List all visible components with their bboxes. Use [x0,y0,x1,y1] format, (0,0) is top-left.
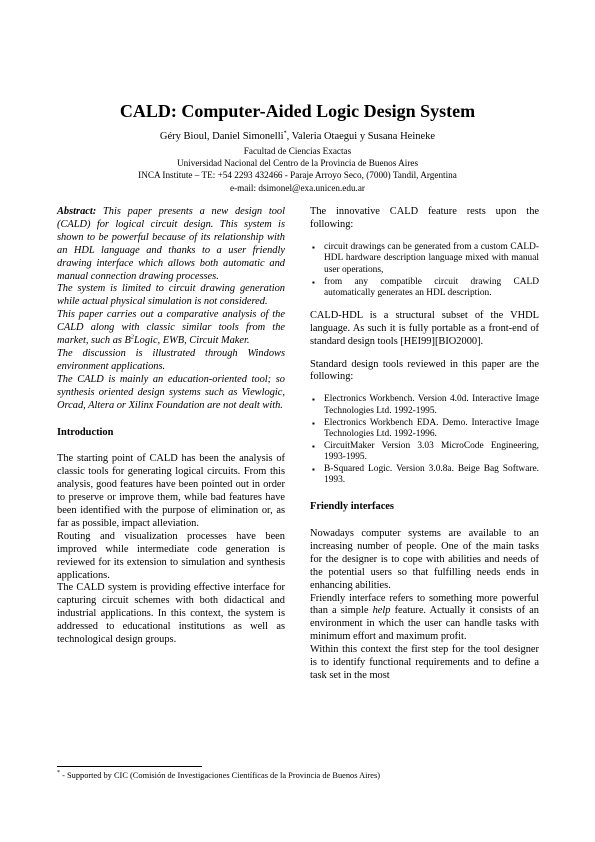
friendly-p2-em: help [372,605,391,617]
author-names-1: Géry Bioul, Daniel Simonelli [159,131,284,142]
friendly-p3: Within this context the first step for the tool designer is to identify functional requirements and to define a task set in the most [310,644,539,681]
friendly-p2-a: Friendly interface refers to something more powerful than a simple [310,592,539,617]
friendly-p1: Nowadays computer systems are available to an increasing number of people. One of the main tasks for the designer is to cope with abilities and needs of the potential users so that fulfilling needs ends in enhancing abilities. [310,527,539,591]
tool-text: Electronics Workbench EDA. Demo. Interactive Image Technologies Ltd. 1992-1996. [324,417,539,440]
friendly-interfaces-heading: Friendly interfaces [310,501,394,513]
abstract-p3-sup: 2 [130,334,134,341]
right-column [310,206,539,683]
affiliation-faculty: Facultad de Ciencias Exactas [243,146,352,156]
bullet-icon: ▪ [312,395,315,405]
list-item [310,464,539,487]
hdl-paragraph: CALD-HDL is a structural subset of the VHDL language. As such it is fully portable as a front-end of standard design tools [HEI99][BIO2000]. [310,309,539,347]
left-column [57,206,285,647]
abstract-p1 [57,206,285,283]
list-item [310,242,539,277]
affiliation-block [0,145,595,194]
list-item [310,277,539,300]
features-intro: The innovative CALD feature rests upon the following: [310,206,539,230]
abstract-p4: The discussion is illustrated through Windows environment applications. [57,347,285,372]
feature-list [310,242,539,300]
abstract-label: Abstract: [57,206,97,217]
friendly-p2 [310,593,539,645]
footnote [57,770,537,781]
abstract-p3-b: Logic, EWB, Circuit Maker. [133,335,250,347]
feature-text: circuit drawings can be generated from a custom CALD-HDL hardware description language mixed with manual user operations, [324,241,539,275]
footnote-text: - Supported by CIC (Comisión de Investigaciones Científicas de la Provincia de Buenos Aires) [60,771,381,780]
affiliation-email: e-mail: dsimonel@exa.unicen.edu.ar [230,182,365,193]
introduction-heading: Introduction [57,426,114,438]
affiliation-university: Universidad Nacional del Centro de la Provincia de Buenos Aires [176,158,419,169]
introduction-p3: The CALD system is providing effective interface for capturing circuit schemes with both didactical and industrial applications. In this context, the system is addressed to educational institutions as well as technological design groups. [57,582,285,646]
tools-intro: Standard design tools reviewed in this paper are the following: [310,358,539,383]
bullet-icon: ▪ [312,242,315,252]
author-names-2: , Valeria Otaegui y Susana Heineke [286,131,436,142]
list-item [310,441,539,464]
tool-text: B-Squared Logic. Version 3.0.8a. Beige Bag Software. 1993. [324,463,539,486]
abstract-p3-a: This paper carries out a comparative analysis of the CALD along with classic similar tools from the market, such as B [57,309,285,347]
list-item [310,394,539,417]
tool-text: CircuitMaker Version 3.03 MicroCode Engineering, 1993-1995. [324,440,539,463]
friendly-p2-b: feature. Actually it consists of an environment in which the user can handle tasks with minimum effort and maximum profit. [310,605,539,643]
bullet-icon: ▪ [312,277,315,287]
bullet-icon: ▪ [312,418,315,428]
footnote-mark: * [57,770,60,777]
tools-list [310,394,539,487]
feature-text: from any compatible circuit drawing CALD automatically generates an HDL description. [324,276,539,299]
footnote-marker: * [283,130,287,137]
paper-title: CALD: Computer-Aided Logic Design System [119,101,476,121]
tool-text: Electronics Workbench. Version 4.0d. Interactive Image Technologies Ltd. 1992-1995. [324,394,539,416]
footnote-rule [57,766,202,767]
bullet-icon: ▪ [312,464,315,474]
abstract-p2: The system is limited to circuit drawing generation while actual physical simulation is not considered. [57,283,285,308]
abstract-p5: The CALD is mainly an education-oriented tool; so synthesis oriented design systems such as Viewlogic, Orcad, Altera or Xilinx Foundation are not dealt with. [57,373,285,411]
abstract-p3 [57,309,285,348]
list-item [310,418,539,441]
abstract-p1-text: This paper presents a new design tool (CALD) for logical circuit design. This system is shown to be powerful because of its relationship with an HDL language and thanks to a user friendly drawing interface which allows both automatic and manual connection drawing processes. [57,206,285,282]
bullet-icon: ▪ [312,441,315,451]
introduction-p2: Routing and visualization processes have been improved while intermediate code generation is reviewed for its extension to simulation and synthesis applications. [57,530,285,581]
affiliation-address: INCA Institute – TE: +54 2293 432466 - Paraje Arroyo Seco, (7000) Tandil, Argentina [138,170,457,181]
introduction-p1: The starting point of CALD has been the analysis of classic tools for generating logical circuits. From this analysis, good features have been pointed out in order to preserve or improve them, while bad features have been identified with the purpose of elimination or, as far as possible, impact alleviation. [57,453,285,529]
abstract [57,206,285,413]
author-line [0,130,595,143]
